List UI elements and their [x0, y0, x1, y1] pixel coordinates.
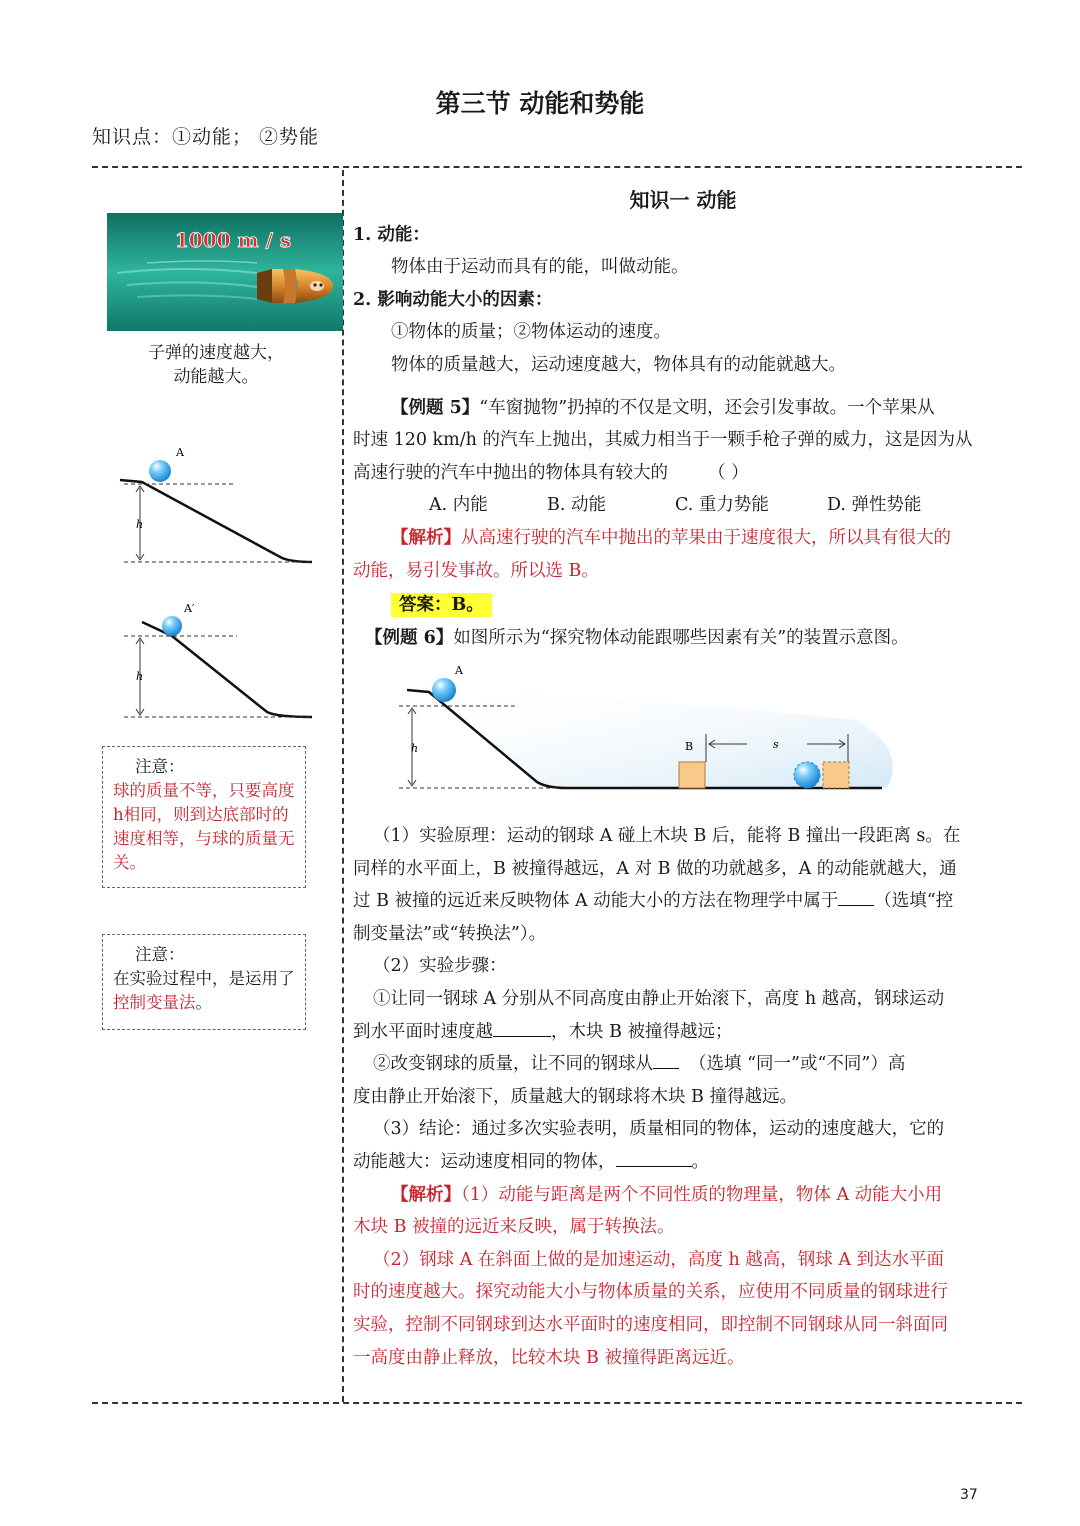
q1-line4: 制变量法”或“转换法”）。 — [353, 923, 547, 944]
incline-diagram-2 — [112, 600, 317, 725]
page-title: 第三节 动能和势能 — [435, 89, 645, 118]
section-title: 知识一 动能 — [629, 188, 737, 212]
example-5-line1 — [353, 392, 1013, 425]
example-5-choices — [353, 489, 1013, 522]
q1-line1: （1）实验原理：运动的钢球 A 碰上木块 B 后，能将 B 撞出一段距离 s。在 — [373, 826, 961, 846]
analysis-6-line2: 木块 B 被撞的远近来反映，属于转换法。 — [353, 1217, 675, 1238]
analysis-6-text-1: （1）动能与距离是两个不同性质的物理量，物体 A 动能大小用 — [461, 1184, 943, 1205]
bullet-image — [107, 213, 343, 331]
choice-d: D. 弹性势能 — [827, 495, 922, 516]
q3-line2 — [353, 1146, 1013, 1179]
example-5-line3 — [353, 457, 1013, 490]
incline-diagram-1 — [112, 440, 317, 580]
heading-factors: 2. 影响动能大小的因素： — [353, 289, 553, 310]
analysis-6-line5: 实验，控制不同钢球到达水平面时的速度相同，即控制不同钢球从同一斜面同 — [353, 1314, 948, 1335]
example-6-questions — [353, 820, 1013, 1374]
analysis-6-line4: 时的速度越大。探究动能大小与物体质量的关系，应使用不同质量的钢球进行 — [353, 1282, 948, 1303]
bullet-speed-label: 1000 m / s — [174, 228, 292, 252]
bullet-caption-line1: 子弹的速度越大， — [148, 343, 284, 363]
example-5-answer: 答案：B。 — [391, 593, 492, 617]
column-divider — [342, 170, 344, 1402]
apparatus-diagram — [367, 660, 897, 810]
q2a-blank[interactable] — [493, 1018, 551, 1037]
q2b-line1 — [353, 1048, 1013, 1081]
main-content — [353, 184, 1013, 654]
analysis-6-tag: 【解析】 — [391, 1184, 461, 1205]
note-2-plain: 在实验过程中，是运用了 — [113, 969, 295, 988]
ball-a-prime — [162, 616, 182, 636]
example-5-tag: 【例题 5】 — [391, 397, 480, 418]
wood-block-b — [679, 762, 705, 788]
rule-text: 物体的质量越大，运动速度越大，物体具有的动能就越大。 — [391, 354, 846, 375]
apparatus-label-a: A — [455, 664, 463, 677]
apparatus-label-b: B — [685, 740, 694, 753]
q2a-text-b: ，木块 B 被撞得越远； — [551, 1021, 733, 1042]
q2a-line2 — [353, 1016, 1013, 1049]
apparatus-figure — [367, 660, 897, 810]
q3-text-a: 动能越大：运动速度相同的物体， — [353, 1151, 616, 1172]
ball-label-a: A — [176, 446, 184, 459]
note-1-title: 注意： — [135, 757, 185, 776]
q1-line3 — [353, 885, 1013, 918]
example-5-text-1: “车窗抛物”扔掉的不仅是文明，还会引发事故。一个苹果从 — [479, 397, 935, 418]
q2b-blank[interactable] — [653, 1050, 679, 1069]
q1-text-b: （选填“控 — [874, 891, 954, 912]
analysis-5-tag: 【解析】 — [391, 527, 461, 548]
note-2-title: 注意： — [135, 945, 185, 964]
q2-heading: （2）实验步骤： — [373, 956, 507, 977]
q1-text-a: 过 B 被撞的远近来反映物体 A 动能大小的方法在物理学中属于 — [353, 891, 839, 912]
heading-kinetic-energy: 1. 动能： — [353, 224, 430, 245]
q2b-text-b: （选填 “同一”或“不同”）高 — [689, 1054, 906, 1075]
bullet-illustration — [107, 213, 343, 331]
steel-ball-a — [432, 678, 456, 702]
q3-line1: （3）结论：通过多次实验表明，质量相同的物体，运动的速度越大，它的 — [373, 1119, 945, 1140]
q1-blank[interactable] — [838, 887, 874, 906]
height-label-h-2: h — [136, 670, 144, 683]
q2b-line2: 度由静止开始滚下，质量越大的钢球将木块 B 撞得越远。 — [353, 1086, 797, 1107]
ball-a-1 — [149, 460, 171, 482]
analysis-6-line6: 一高度由静止释放，比较木块 B 被撞得距离远近。 — [353, 1347, 745, 1368]
note-2-end: 。 — [195, 993, 212, 1012]
note-box-2 — [102, 934, 306, 1030]
definition-text: 物体由于运动而具有的能，叫做动能。 — [391, 257, 689, 278]
example-6-intro — [353, 622, 1013, 655]
note-2-body — [113, 967, 299, 1015]
choice-a: A. 内能 — [429, 495, 488, 516]
q3-blank[interactable] — [616, 1148, 692, 1167]
example-5-answer-row — [353, 587, 1013, 622]
q2b-text-a: ②改变钢球的质量，让不同的钢球从 — [373, 1054, 653, 1075]
example-5-text-3: 高速行驶的汽车中抛出的物体具有较大的 — [353, 462, 668, 483]
choice-b: B. 动能 — [547, 495, 606, 516]
knowledge-points: 知识点：①动能； ②势能 — [92, 126, 320, 148]
example-6-intro-text: 如图所示为“探究物体动能跟哪些因素有关”的装置示意图。 — [453, 627, 909, 648]
note-2-red: 控制变量法 — [113, 993, 196, 1012]
q2a-line1: ①让同一钢球 A 分别从不同高度由静止开始滚下，高度 h 越高，钢球运动 — [373, 988, 945, 1009]
bottom-divider — [92, 1402, 1022, 1404]
steel-ball-a-moved — [794, 762, 820, 788]
analysis-6-line3: （2）钢球 A 在斜面上做的是加速运动，高度 h 越高，钢球 A 到达水平面 — [373, 1249, 945, 1270]
wood-block-b-moved — [823, 762, 849, 788]
analysis-6-line1 — [353, 1179, 1013, 1212]
analysis-5-text-1: 从高速行驶的汽车中抛出的苹果由于速度很大，所以具有很大的 — [461, 527, 951, 548]
top-divider — [92, 166, 1022, 168]
q1-line2: 同样的水平面上，B 被撞得越远，A 对 B 做的功就越多，A 的动能就越大，通 — [353, 858, 957, 879]
note-1-body: 球的质量不等，只要高度h相同，则到达底部时的速度相等，与球的质量无关。 — [113, 781, 295, 872]
apparatus-label-h: h — [411, 742, 419, 755]
factors-text: ①物体的质量；②物体运动的速度。 — [391, 322, 671, 343]
page-number: 37 — [960, 1487, 978, 1503]
q2a-text-a: 到水平面时速度越 — [353, 1021, 493, 1042]
q3-text-b: 。 — [691, 1151, 709, 1172]
example-5-paren: （ ） — [708, 462, 749, 483]
bullet-caption-line2: 动能越大。 — [173, 367, 259, 387]
choice-c: C. 重力势能 — [675, 495, 769, 516]
apparatus-label-s: s — [773, 738, 779, 751]
example-5-analysis-line1 — [353, 522, 1013, 555]
incline-figure-1 — [112, 440, 317, 580]
incline-figure-2 — [112, 600, 317, 725]
note-box-1 — [102, 746, 306, 888]
example-5-analysis-line2: 动能，易引发事故。所以选 B。 — [353, 560, 599, 581]
example-6-tag: 【例题 6】 — [365, 627, 454, 648]
ball-label-a-prime: A′ — [184, 602, 195, 615]
example-5-line2: 时速 120 km/h 的汽车上抛出，其威力相当于一颗手枪子弹的威力，这是因为从 — [353, 430, 973, 451]
bullet-caption — [100, 341, 332, 389]
height-label-h-1: h — [136, 518, 144, 531]
